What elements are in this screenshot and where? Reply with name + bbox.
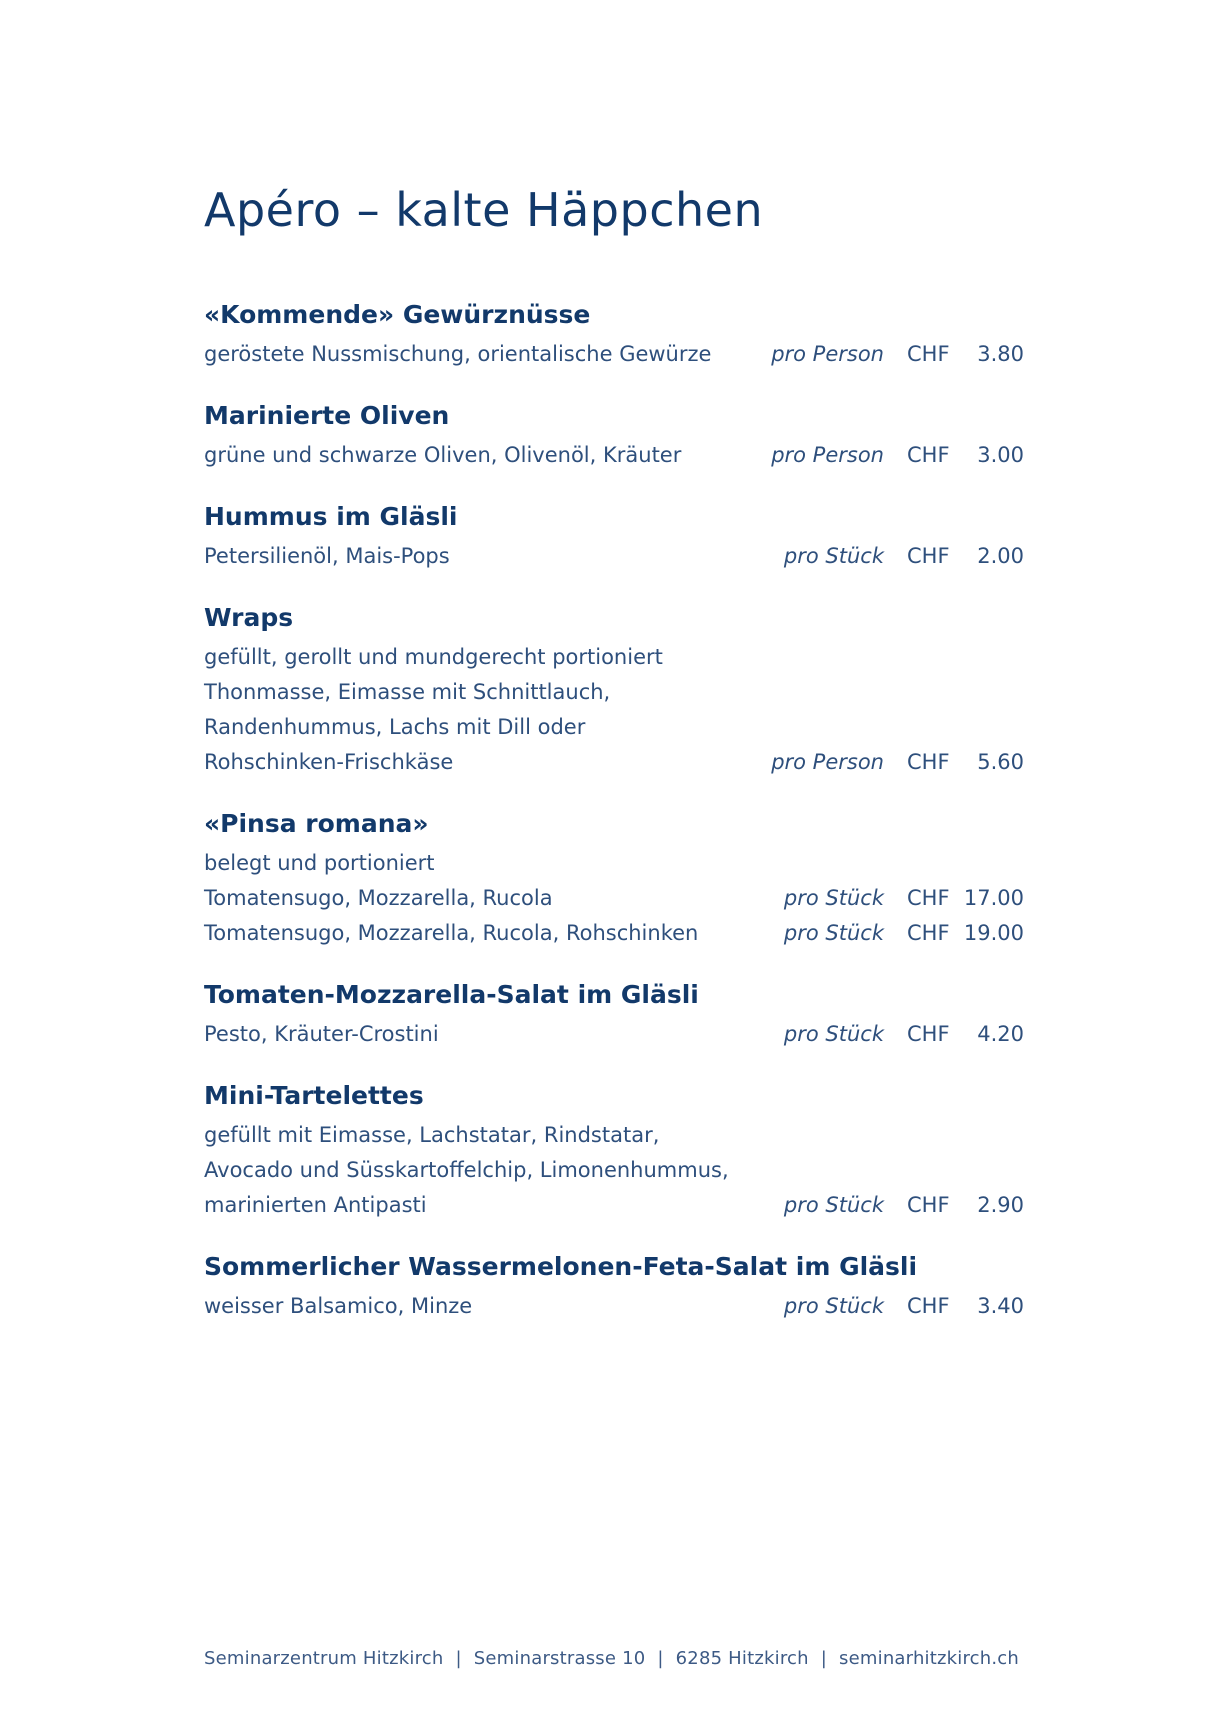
menu-item-description: grüne und schwarze Oliven, Olivenöl, Kräuter <box>204 443 682 467</box>
menu-item <box>204 295 1024 372</box>
menu-item <box>204 1247 1024 1324</box>
menu-item-price: 3.40 <box>977 1294 1024 1318</box>
menu-item-description: weisser Balsamico, Minze <box>204 1294 473 1318</box>
menu-item-unit: pro Person <box>771 750 884 774</box>
menu-item-price: 4.20 <box>977 1022 1024 1046</box>
menu-item-description: gefüllt mit Eimasse, Lachstatar, Rindstatar, <box>204 1123 660 1147</box>
menu-item-row <box>204 1188 1024 1223</box>
menu-item <box>204 1076 1024 1223</box>
footer-city: 6285 Hitzkirch <box>675 1648 809 1669</box>
menu-item-currency: CHF <box>907 1193 950 1217</box>
menu-item-currency: CHF <box>907 1294 950 1318</box>
menu-item <box>204 598 1024 780</box>
page-title: Apéro – kalte Häppchen <box>204 183 764 237</box>
menu-item <box>204 804 1024 951</box>
menu-item-description: Avocado und Süsskartoffelchip, Limonenhummus, <box>204 1158 729 1182</box>
menu-item-row <box>204 1153 1024 1188</box>
menu-item-row <box>204 640 1024 675</box>
menu-item-title: Hummus im Gläsli <box>204 502 458 531</box>
menu-item-unit: pro Stück <box>783 1022 884 1046</box>
menu-item-currency: CHF <box>907 544 950 568</box>
menu-item-unit: pro Stück <box>783 886 884 910</box>
footer-website-link[interactable]: seminarhitzkirch.ch <box>839 1648 1020 1669</box>
menu-item-unit: pro Person <box>771 342 884 366</box>
menu-item-description: Thonmasse, Eimasse mit Schnittlauch, <box>204 680 611 704</box>
menu-item-description: Randenhummus, Lachs mit Dill oder <box>204 715 586 739</box>
menu-item-description: Tomatensugo, Mozzarella, Rucola <box>204 886 553 910</box>
footer-separator: | <box>455 1648 462 1669</box>
menu-item-price: 5.60 <box>977 750 1024 774</box>
menu-item-currency: CHF <box>907 1022 950 1046</box>
footer-separator: | <box>820 1648 828 1669</box>
menu-item-row <box>204 675 1024 710</box>
menu-item-currency: CHF <box>907 921 950 945</box>
menu-item-price: 2.00 <box>977 544 1024 568</box>
menu-item-title: «Kommende» Gewürznüsse <box>204 300 591 329</box>
menu-item-description: gefüllt, gerollt und mundgerecht portioniert <box>204 645 663 669</box>
menu-item-row <box>204 337 1024 372</box>
menu-item-currency: CHF <box>907 342 950 366</box>
menu-item-unit: pro Stück <box>783 1193 884 1217</box>
menu-item <box>204 975 1024 1052</box>
menu-item-title: Marinierte Oliven <box>204 401 450 430</box>
footer-street: Seminarstrasse 10 <box>473 1648 646 1669</box>
menu-item-description: marinierten Antipasti <box>204 1193 427 1217</box>
footer-org: Seminarzentrum Hitzkirch <box>204 1648 444 1669</box>
menu-item-description: Pesto, Kräuter-Crostini <box>204 1022 439 1046</box>
menu-item <box>204 396 1024 473</box>
menu-item-unit: pro Stück <box>783 921 884 945</box>
menu-item-row <box>204 710 1024 745</box>
menu-list <box>204 295 1024 1348</box>
menu-item-row <box>204 438 1024 473</box>
footer-separator: | <box>657 1648 664 1669</box>
menu-item-title: Wraps <box>204 603 294 632</box>
menu-item-description: belegt und portioniert <box>204 851 435 875</box>
menu-item-price: 19.00 <box>963 921 1024 945</box>
menu-item-unit: pro Stück <box>783 1294 884 1318</box>
menu-item-row <box>204 881 1024 916</box>
menu-item-currency: CHF <box>907 443 950 467</box>
menu-item-price: 3.80 <box>977 342 1024 366</box>
menu-item-unit: pro Person <box>771 443 884 467</box>
menu-item-unit: pro Stück <box>783 544 884 568</box>
menu-item <box>204 497 1024 574</box>
menu-item-currency: CHF <box>907 886 950 910</box>
menu-item-row <box>204 745 1024 780</box>
menu-item-description: Tomatensugo, Mozzarella, Rucola, Rohschinken <box>204 921 699 945</box>
menu-item-description: Petersilienöl, Mais-Pops <box>204 544 450 568</box>
footer <box>204 1648 1024 1669</box>
menu-item-title: Mini-Tartelettes <box>204 1081 424 1110</box>
menu-item-row <box>204 846 1024 881</box>
menu-item-price: 3.00 <box>977 443 1024 467</box>
menu-item-currency: CHF <box>907 750 950 774</box>
menu-item-row <box>204 1017 1024 1052</box>
menu-item-row <box>204 1289 1024 1324</box>
menu-item-row <box>204 539 1024 574</box>
menu-item-title: «Pinsa romana» <box>204 809 429 838</box>
menu-item-title: Sommerlicher Wassermelonen-Feta-Salat im Gläsli <box>204 1252 918 1281</box>
menu-item-price: 2.90 <box>977 1193 1024 1217</box>
menu-item-price: 17.00 <box>963 886 1024 910</box>
menu-item-row <box>204 916 1024 951</box>
menu-item-description: Rohschinken-Frischkäse <box>204 750 454 774</box>
menu-item-description: geröstete Nussmischung, orientalische Gewürze <box>204 342 712 366</box>
menu-item-title: Tomaten-Mozzarella-Salat im Gläsli <box>204 980 699 1009</box>
menu-item-row <box>204 1118 1024 1153</box>
